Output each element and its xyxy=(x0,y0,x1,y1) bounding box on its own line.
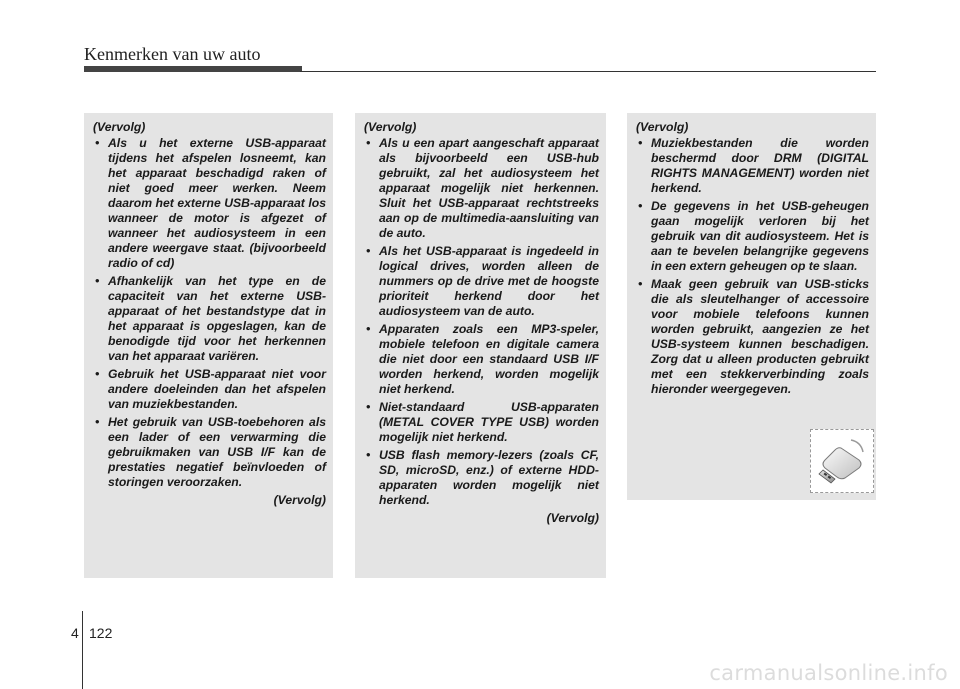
page-number: 122 xyxy=(89,625,113,641)
list-item xyxy=(364,400,599,445)
list-item xyxy=(364,322,599,397)
continued-label-bottom: (Vervolg) xyxy=(273,493,326,507)
continued-label: (Vervolg) xyxy=(636,120,689,134)
bullet-icon: • xyxy=(95,136,100,150)
continued-label: (Vervolg) xyxy=(364,120,417,134)
bullet-icon: • xyxy=(95,367,100,381)
header-rule xyxy=(300,71,876,72)
list-item xyxy=(93,274,326,364)
list-item xyxy=(93,415,326,490)
list-item-text: Maak geen gebruik van USB-sticks die als sleutelhanger of accessoire voor mobiele telefoons kunnen worden gebruikt, aangezien ze het USB-systeem kunnen beschadigen. Zorg dat u alleen producten gebruikt met een stekkerverbinding zoals hieronder weergegeven. xyxy=(651,277,869,396)
bullet-list xyxy=(364,136,599,508)
list-item-text: Als u een apart aangeschaft apparaat als bijvoorbeeld een USB-hub gebruikt, zal het audiosysteem het apparaat mogelijk niet herkennen. Sluit het USB-apparaat rechtstreeks aan op de multimedia-aansluiting van de auto. xyxy=(379,136,599,240)
list-item-text: Als het USB-apparaat is ingedeeld in logical drives, worden alleen de nummers op de drive met de hoogste prioriteit herkend door het audiosysteem van de auto. xyxy=(379,244,599,318)
list-item xyxy=(364,136,599,241)
list-item xyxy=(636,199,869,274)
header-bar xyxy=(84,66,302,72)
list-item xyxy=(636,136,869,196)
list-item-text: Het gebruik van USB-toebehoren als een lader of een verwarming die gebruikmaken van USB I/F kan de prestaties negatief beïnvloeden of storingen veroorzaken. xyxy=(108,415,326,489)
bullet-icon: • xyxy=(366,322,371,336)
bullet-icon: • xyxy=(366,400,371,414)
bullet-icon: • xyxy=(638,136,643,150)
bullet-icon: • xyxy=(366,244,371,258)
list-item xyxy=(93,367,326,412)
list-item xyxy=(636,277,869,397)
caution-panel-2 xyxy=(355,113,606,578)
bullet-icon: • xyxy=(366,136,371,150)
list-item-text: Afhankelijk van het type en de capaciteit van het externe USB-apparaat of het bestandstype dat in het apparaat is opgeslagen, kan de benodigde tijd voor het herkennen van het apparaat variëren. xyxy=(108,274,326,363)
bullet-icon: • xyxy=(638,199,643,213)
list-item-text: Apparaten zoals een MP3-speler, mobiele telefoon en digitale camera die niet door een standaard USB I/F worden herkend, worden mogelijk niet herkend. xyxy=(379,322,599,396)
continued-label-bottom: (Vervolg) xyxy=(546,511,599,525)
bullet-icon: • xyxy=(95,274,100,288)
continued-label: (Vervolg) xyxy=(93,120,146,134)
list-item-text: USB flash memory-lezers (zoals CF, SD, microSD, enz.) of externe HDD-apparaten worden mogelijk niet herkend. xyxy=(379,448,599,507)
watermark: carmanualsonline.info xyxy=(709,661,948,685)
chapter-number: 4 xyxy=(71,625,79,641)
caution-panel-1 xyxy=(84,113,333,578)
bullet-icon: • xyxy=(366,448,371,462)
list-item-text: Niet-standaard USB-apparaten (METAL COVER TYPE USB) worden mogelijk niet herkend. xyxy=(379,400,599,444)
footer-rule xyxy=(82,611,83,689)
bullet-icon: • xyxy=(95,415,100,429)
list-item-text: Gebruik het USB-apparaat niet voor andere doeleinden dan het afspelen van muziekbestanden. xyxy=(108,367,326,411)
list-item xyxy=(364,448,599,508)
list-item-text: Als u het externe USB-apparaat tijdens het afspelen losneemt, kan het apparaat beschadigd raken of niet goed meer werken. Neem daarom het externe USB-apparaat los wanneer de motor is afgezet of wanneer het audiosysteem in een andere weergave staat. (bijvoorbeeld radio of cd) xyxy=(108,136,326,270)
list-item xyxy=(93,136,326,271)
bullet-icon: • xyxy=(638,277,643,291)
bullet-list xyxy=(93,136,326,490)
list-item xyxy=(364,244,599,319)
list-item-text: Muziekbestanden die worden beschermd door DRM (DIGITAL RIGHTS MANAGEMENT) worden niet herkend. xyxy=(651,136,869,195)
bullet-list xyxy=(636,136,869,397)
caution-panel-3 xyxy=(627,113,876,500)
usb-stick-image xyxy=(810,429,874,493)
usb-stick-icon xyxy=(811,430,873,492)
list-item-text: De gegevens in het USB-geheugen gaan mogelijk verloren bij het gebruik van dit audiosysteem. Het is aan te bevelen belangrijke gegevens in een extern geheugen op te slaan. xyxy=(651,199,869,273)
page-header-title: Kenmerken van uw auto xyxy=(84,44,261,64)
